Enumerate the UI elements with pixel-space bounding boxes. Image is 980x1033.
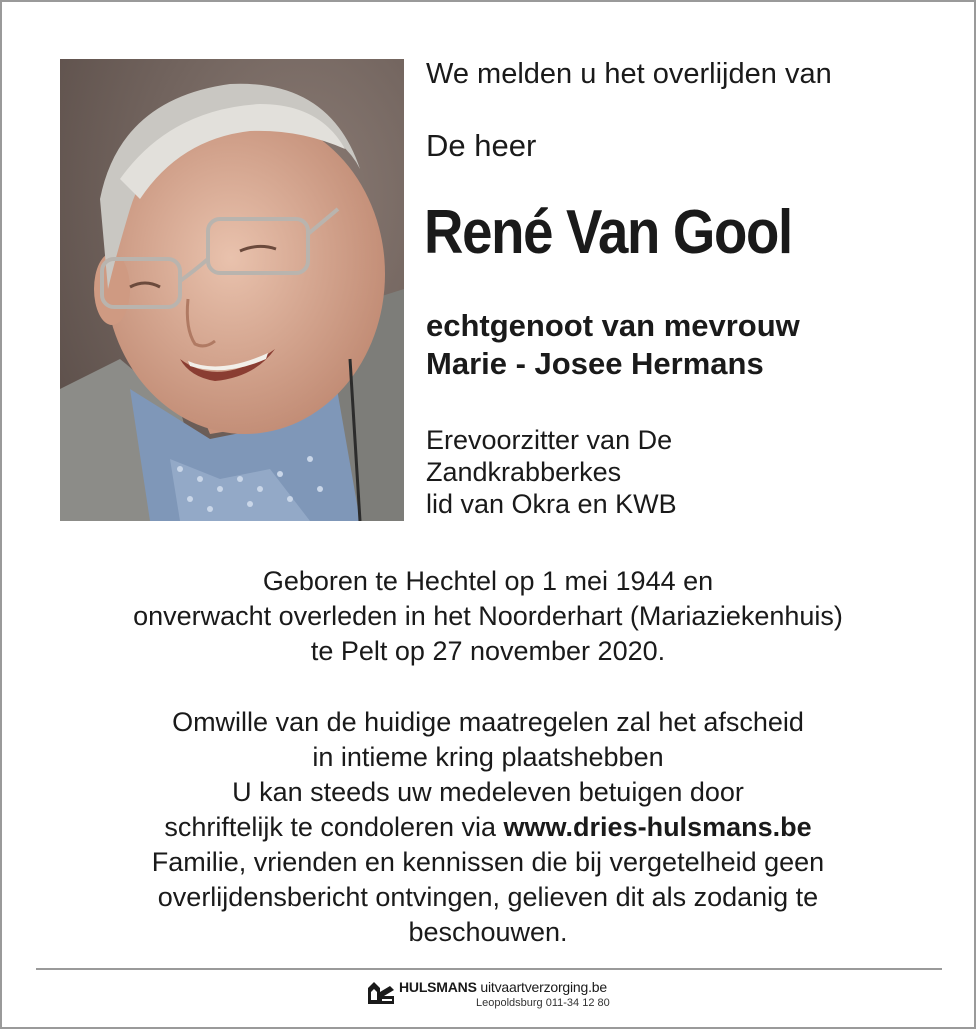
brand-address: Leopoldsburg 011-34 12 80: [476, 997, 610, 1009]
notice-line: Omwille van de huidige maatregelen zal het afscheid: [172, 707, 804, 737]
deceased-name: René Van Gool: [424, 198, 792, 267]
footer-divider: [36, 968, 942, 970]
birth-line: Geboren te Hechtel op 1 mei 1944 en: [262, 566, 714, 596]
brand-domain: uitvaartverzorging.be: [476, 979, 607, 995]
notice-line: in intieme kring plaatshebben: [312, 742, 664, 772]
notice-line: beschouwen.: [408, 917, 568, 947]
role-line: Erevoorzitter van De: [426, 425, 673, 455]
condolence-line: [2, 810, 974, 845]
brand-bold: HULSMANS: [399, 979, 477, 995]
notice-line: U kan steeds uw medeleven betuigen door: [232, 777, 744, 807]
condolence-website-link[interactable]: www.dries-hulsmans.be: [503, 812, 812, 842]
portrait-photo: [60, 59, 404, 521]
spouse-info: [426, 307, 800, 383]
role-line: lid van Okra en KWB: [426, 489, 677, 519]
notice-line: overlijdensbericht ontvingen, gelieven dit als zodanig te: [157, 882, 819, 912]
death-date-line: te Pelt op 27 november 2020.: [310, 636, 666, 666]
spouse-name: Marie - Josee Hermans: [426, 346, 764, 381]
condolence-prefix: schriftelijk te condoleren via: [164, 812, 504, 842]
birth-death-info: [2, 564, 974, 669]
notice-line: Familie, vrienden en kennissen die bij vergetelheid geen: [151, 847, 825, 877]
death-line: onverwacht overleden in het Noorderhart (Mariaziekenhuis): [133, 601, 843, 631]
role-line: Zandkrabberkes: [426, 457, 622, 487]
spouse-line: echtgenoot van mevrouw: [426, 308, 800, 343]
brand-name: [399, 979, 607, 995]
roles-list: [426, 424, 677, 520]
intro-text: We melden u het overlijden van: [426, 58, 832, 90]
funeral-notice: [2, 705, 974, 950]
hulsmans-logo-icon: [366, 978, 396, 1013]
honorific: De heer: [426, 128, 537, 163]
